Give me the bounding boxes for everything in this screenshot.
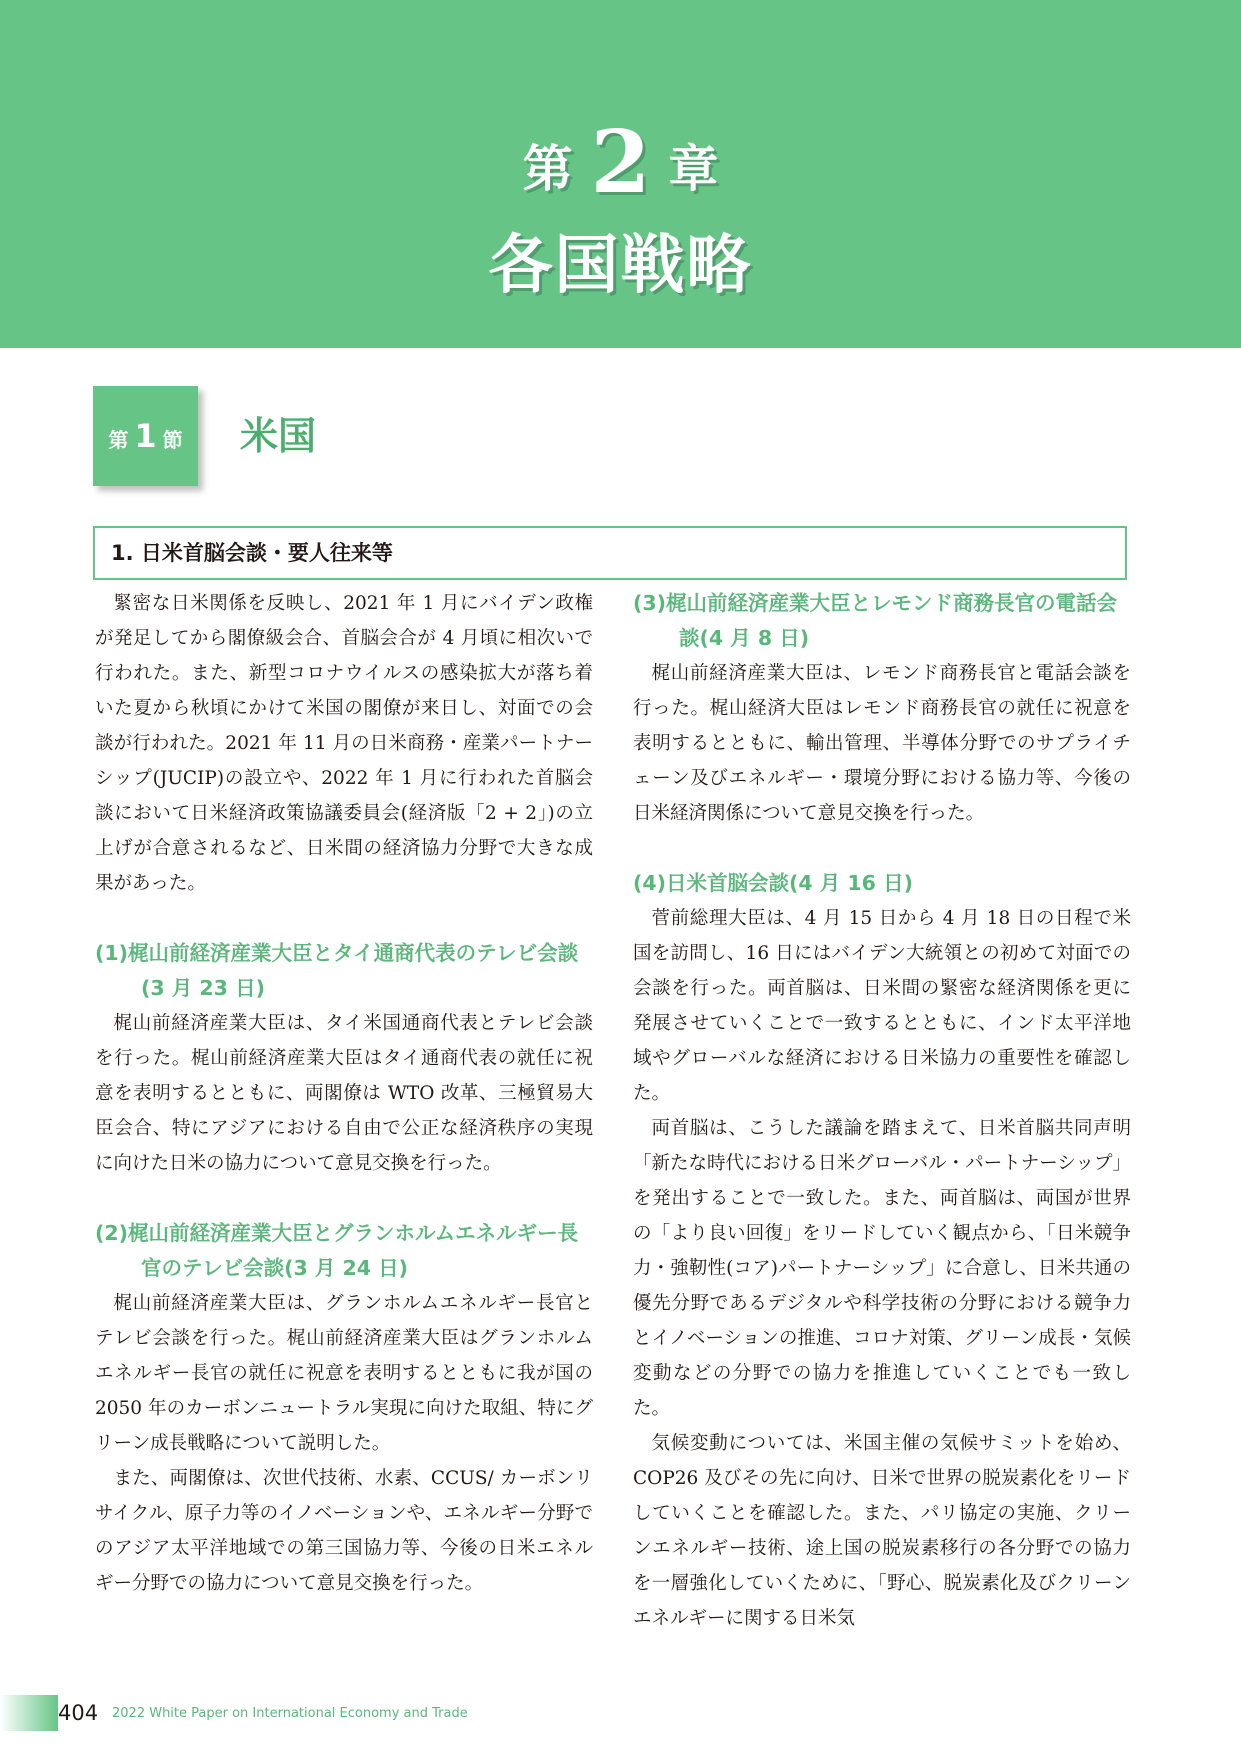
- subsection-heading: 1. 日米首脳会談・要人往来等: [93, 526, 1127, 580]
- right-column: [633, 586, 1131, 1636]
- body-paragraph: 梶山前経済産業大臣は、グランホルムエネルギー長官とテレビ会談を行った。梶山前経済産業大臣はグランホルムエネルギー長官の就任に祝意を表明するとともに我が国の 2050 年のカーボンニュートラル実現に向けた取組、特にグリーン成長戦略について説明した。: [95, 1293, 593, 1454]
- spacer: [95, 901, 593, 936]
- body-paragraph: 気候変動については、米国主催の気候サミットを始め、COP26 及びその先に向け、日米で世界の脱炭素化をリードしていくことを確認した。また、パリ協定の実施、クリーンエネルギー技術、途上国の脱炭素移行の各分野での協力を一層強化していくために、「野心、脱炭素化及びクリーンエネルギーに関する日米気: [633, 1433, 1131, 1629]
- body-paragraph: また、両閣僚は、次世代技術、水素、CCUS/ カーボンリサイクル、原子力等のイノベーションや、エネルギー分野でのアジア太平洋地域での第三国協力等、今後の日米エネルギー分野での協力について意見交換を行った。: [95, 1468, 593, 1594]
- chapter-prefix: 第: [522, 140, 573, 198]
- body-paragraph: 緊密な日米関係を反映し、2021 年 1 月にバイデン政権が発足してから閣僚級会合、首脳会合が 4 月頃に相次いで行われた。また、新型コロナウイルスの感染拡大が落ち着いた夏から秋頃にかけて米国の閣僚が来日し、対面での会談が行われた。2021 年 11 月の日米商務・産業パートナーシップ(JUCIP)の設立や、2022 年 1 月に行われた首脳会談において日米経済政策協議委員会(経済版「2 + 2」)の立上げが合意されるなど、日米間の経済協力分野で大きな成果があった。: [95, 593, 593, 894]
- item-heading: (2)梶山前経済産業大臣とグランホルムエネルギー長官のテレビ会談(3 月 24 日): [95, 1221, 579, 1280]
- chapter-number-line: [0, 112, 1241, 213]
- item-heading: (3)梶山前経済産業大臣とレモンド商務長官の電話会談(4 月 8 日): [633, 591, 1118, 650]
- footer-title: 2022 White Paper on International Economy and Trade: [112, 1706, 468, 1721]
- section-number: 1: [134, 417, 157, 455]
- chapter-number: 2: [590, 112, 651, 213]
- spacer: [95, 1181, 593, 1216]
- body-paragraph: 梶山前経済産業大臣は、タイ米国通商代表とテレビ会談を行った。梶山前経済産業大臣はタイ通商代表の就任に祝意を表明するとともに、両閣僚は WTO 改革、三極貿易大臣会合、特にアジアにおける自由で公正な経済秩序の実現に向けた日米の協力について意見交換を行った。: [95, 1013, 593, 1174]
- body-paragraph: 両首脳は、こうした議論を踏まえて、日米首脳共同声明「新たな時代における日米グローバル・パートナーシップ」を発出することで一致した。また、両首脳は、両国が世界の「より良い回復」をリードしていく観点から、「日米競争力・強靭性(コア)パートナーシップ」に合意し、日米共通の優先分野であるデジタルや科学技術の分野における競争力とイノベーションの推進、コロナ対策、グリーン成長・気候変動などの分野での協力を推進していくことでも一致した。: [633, 1118, 1131, 1419]
- left-column: [95, 586, 593, 1601]
- chapter-title: 各国戦略: [488, 229, 753, 303]
- section-label-box: [93, 386, 198, 486]
- section-title: 米国: [240, 414, 317, 458]
- item-heading: (1)梶山前経済産業大臣とタイ通商代表のテレビ会談(3 月 23 日): [95, 941, 579, 1000]
- body-paragraph: 菅前総理大臣は、4 月 15 日から 4 月 18 日の日程で米国を訪問し、16 日にはバイデン大統領との初めて対面での会談を行った。両首脳は、日米間の緊密な経済関係を更に発展させていくことで一致するとともに、インド太平洋地域やグローバルな経済における日米協力の重要性を確認した。: [633, 908, 1131, 1104]
- footer-accent-bar: [0, 1695, 58, 1731]
- section-prefix: 第: [108, 428, 129, 452]
- spacer: [633, 831, 1131, 866]
- chapter-suffix: 章: [668, 140, 719, 198]
- section-suffix: 節: [162, 428, 183, 452]
- body-paragraph: 梶山前経済産業大臣は、レモンド商務長官と電話会談を行った。梶山経済大臣はレモンド商務長官の就任に祝意を表明するとともに、輸出管理、半導体分野でのサプライチェーン及びエネルギー・環境分野における協力等、今後の日米経済関係について意見交換を行った。: [633, 663, 1131, 824]
- item-heading: (4)日米首脳会談(4 月 16 日): [633, 871, 913, 895]
- page-number: 404: [58, 1701, 99, 1725]
- chapter-banner: [0, 0, 1241, 348]
